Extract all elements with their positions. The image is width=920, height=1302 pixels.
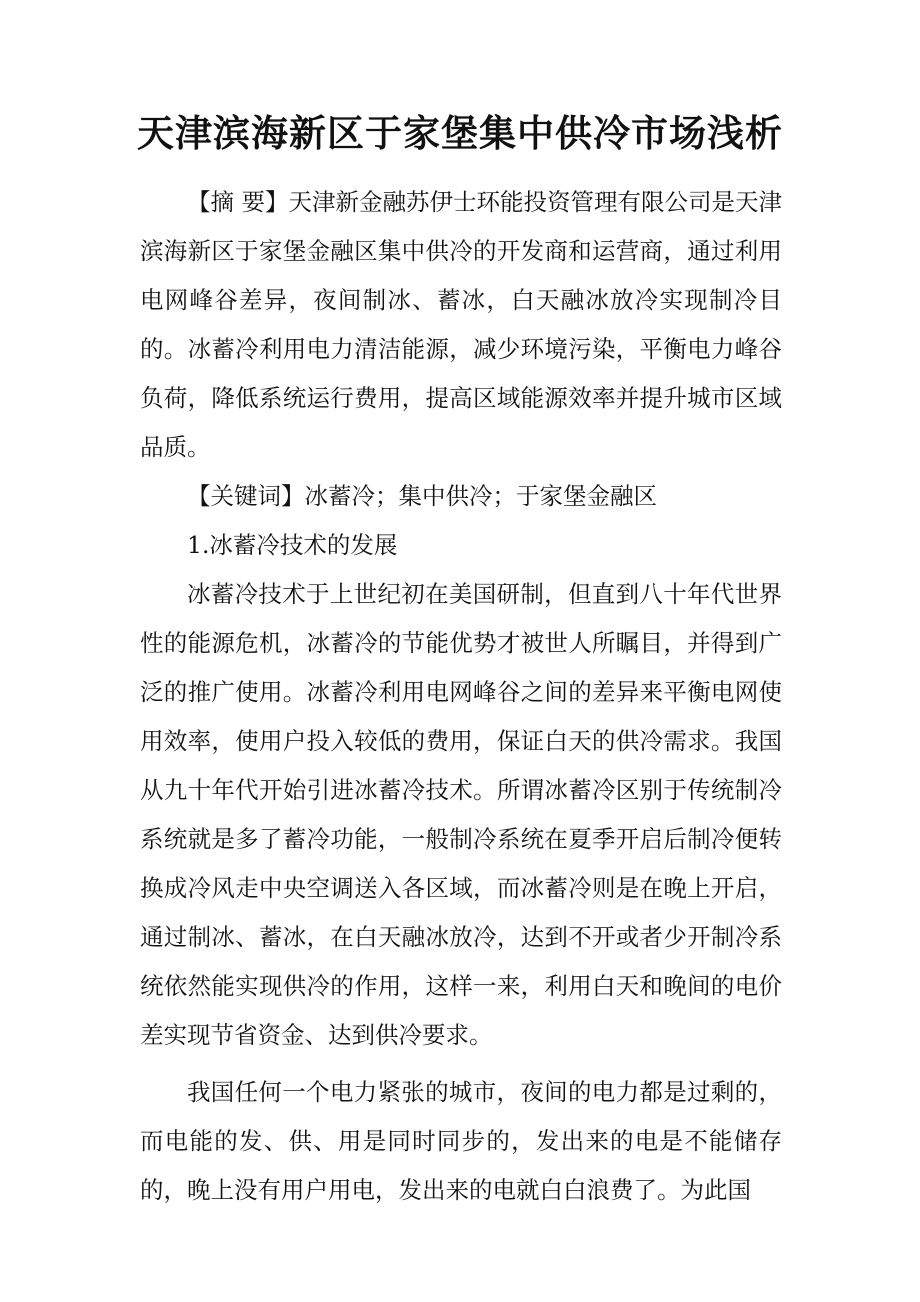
body-paragraph-1: 冰蓄冷技术于上世纪初在美国研制，但直到八十年代世界性的能源危机，冰蓄冷的节能优势才被世人所瞩目，并得到广泛的推广使用。冰蓄冷利用电网峰谷之间的差异来平衡电网使用效率，使用户投入较低的费用，保证白天的供冷需求。我国从九十年代开始引进冰蓄冷技术。所谓冰蓄冷区别于传统制冷系统就是多了蓄冷功能，一般制冷系统在夏季开启后制冷便转换成冷风走中央空调送入各区域，而冰蓄冷则是在晚上开启，通过制冰、蓄冰，在白天融冰放冷，达到不开或者少开制冷系统依然能实现供冷的作用，这样一来，利用白天和晚间的电价差实现节省资金、达到供冷要求。: [140, 580, 782, 1049]
abstract-paragraph: 【摘 要】天津新金融苏伊士环能投资管理有限公司是天津滨海新区于家堡金融区集中供冷的开发商和运营商，通过利用电网峰谷差异，夜间制冰、蓄冰，白天融冰放冷实现制冷目的。冰蓄冷利用电力清洁能源，减少环境污染，平衡电力峰谷负荷，降低系统运行费用，提高区域能源效率并提升城市区域品质。: [140, 188, 782, 461]
document-body: [140, 178, 782, 1215]
keywords-line: 【关键词】冰蓄冷；集中供冷；于家堡金融区: [187, 482, 657, 510]
document-title: 天津滨海新区于家堡集中供冷市场浅析: [137, 111, 783, 155]
section-heading-1: 1.冰蓄冷技术的发展: [187, 531, 398, 559]
body-paragraph-2: 我国任何一个电力紧张的城市，夜间的电力都是过剩的，而电能的发、供、用是同时同步的，发出来的电是不能储存的，晚上没有用户用电，发出来的电就白白浪费了。为此国: [140, 1078, 782, 1204]
